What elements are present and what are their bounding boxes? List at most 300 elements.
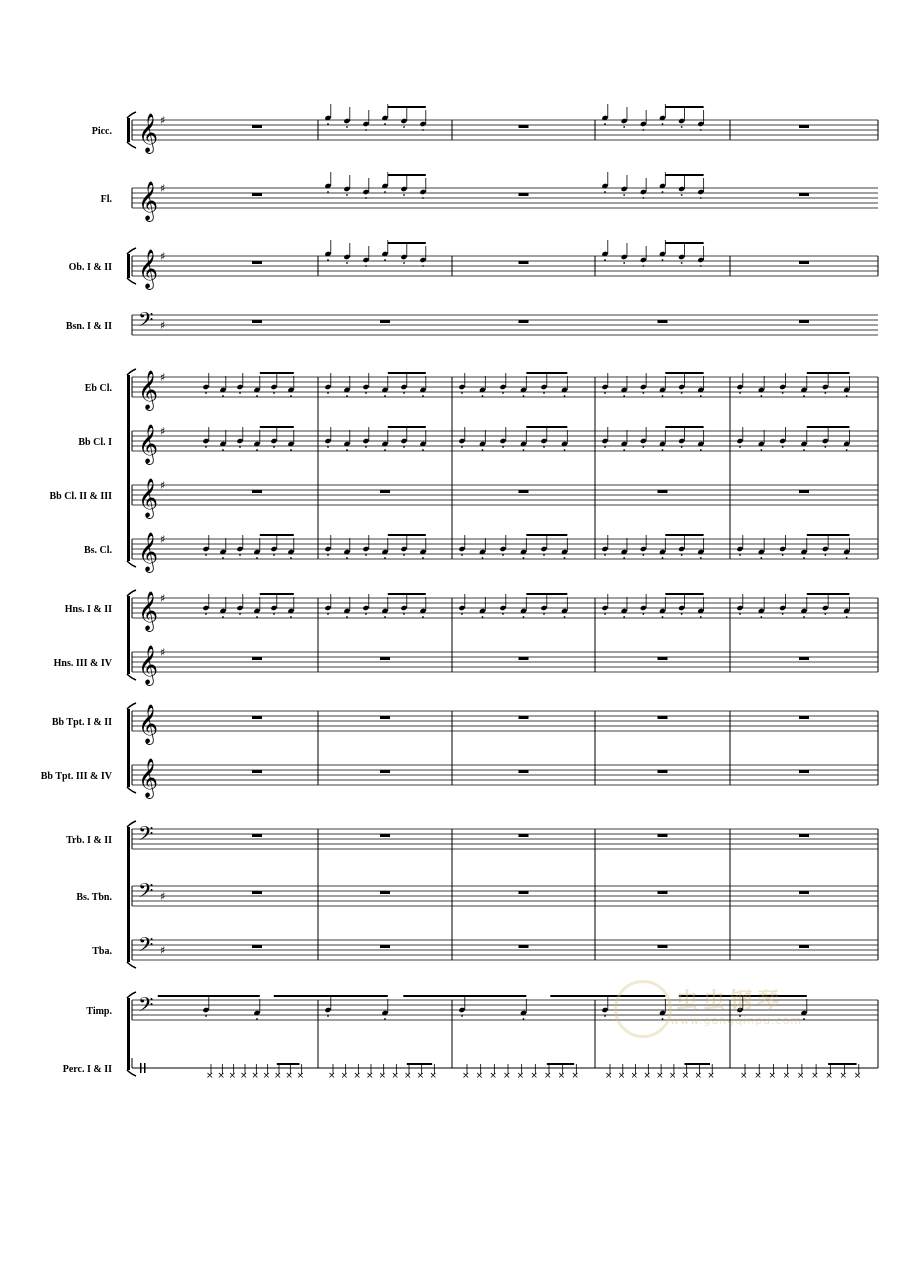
staccato-dot bbox=[662, 395, 664, 397]
x-notehead-icon: × bbox=[754, 1071, 762, 1081]
staccato-dot bbox=[273, 446, 275, 448]
staccato-dot bbox=[256, 1018, 258, 1020]
instrument-label: Perc. I & II bbox=[62, 1064, 112, 1075]
staccato-dot bbox=[604, 191, 606, 193]
staccato-dot bbox=[824, 613, 826, 615]
staccato-dot bbox=[642, 265, 644, 267]
x-notehead-icon: × bbox=[605, 1071, 613, 1081]
watermark-title: 虫虫钢琴 bbox=[676, 989, 785, 1014]
staccato-dot bbox=[803, 616, 805, 618]
staff-12 bbox=[41, 758, 878, 799]
x-notehead-icon: × bbox=[503, 1071, 511, 1081]
x-notehead-icon: × bbox=[656, 1071, 664, 1081]
staccato-dot bbox=[642, 446, 644, 448]
whole-rest-icon bbox=[519, 490, 529, 493]
instrument-label: Bs. Cl. bbox=[83, 545, 112, 556]
x-notehead-icon: × bbox=[416, 1071, 425, 1081]
staccato-dot bbox=[623, 395, 625, 397]
staccato-dot bbox=[290, 395, 292, 397]
whole-rest-icon bbox=[252, 834, 262, 837]
staccato-dot bbox=[523, 616, 525, 618]
x-notehead-icon: × bbox=[740, 1071, 748, 1081]
staccato-dot bbox=[205, 613, 207, 615]
treble-clef-icon: 𝄞 bbox=[138, 181, 159, 221]
whole-rest-icon bbox=[380, 657, 390, 660]
staccato-dot bbox=[623, 557, 625, 559]
bracket bbox=[127, 998, 130, 1070]
staccato-dot bbox=[327, 123, 329, 125]
x-notehead-icon: × bbox=[429, 1071, 437, 1081]
staccato-dot bbox=[700, 197, 702, 199]
sharp-icon: ♯ bbox=[160, 479, 166, 492]
staccato-dot bbox=[205, 554, 207, 556]
staccato-dot bbox=[739, 446, 741, 448]
treble-clef-icon: 𝄞 bbox=[138, 758, 159, 798]
whole-rest-icon bbox=[658, 945, 668, 948]
staccato-dot bbox=[623, 262, 625, 264]
staccato-dot bbox=[604, 123, 606, 125]
staff-10 bbox=[54, 645, 878, 686]
staccato-dot bbox=[239, 613, 241, 615]
whole-rest-icon bbox=[799, 834, 809, 837]
staccato-dot bbox=[700, 449, 702, 451]
staccato-dot bbox=[760, 449, 762, 451]
staccato-dot bbox=[384, 616, 386, 618]
staccato-dot bbox=[365, 265, 367, 267]
staccato-dot bbox=[523, 395, 525, 397]
sharp-icon: ♯ bbox=[160, 114, 166, 127]
staccato-dot bbox=[739, 392, 741, 394]
whole-rest-icon bbox=[519, 193, 529, 196]
x-notehead-icon: × bbox=[251, 1071, 259, 1081]
sharp-icon: ♯ bbox=[160, 250, 166, 263]
staccato-dot bbox=[327, 554, 329, 556]
staccato-dot bbox=[502, 446, 504, 448]
x-notehead-icon: × bbox=[643, 1071, 651, 1081]
instrument-label: Trb. I & II bbox=[66, 835, 112, 846]
staff-16 bbox=[86, 993, 878, 1021]
sharp-icon: ♯ bbox=[160, 182, 166, 195]
x-notehead-icon: × bbox=[557, 1071, 566, 1081]
staccato-dot bbox=[403, 392, 405, 394]
instrument-label: Timp. bbox=[86, 1006, 112, 1017]
staccato-dot bbox=[346, 194, 348, 196]
watermark-url: www.gangqinpu.com bbox=[670, 1014, 803, 1027]
x-notehead-icon: × bbox=[462, 1071, 470, 1081]
staccato-dot bbox=[403, 613, 405, 615]
staccato-dot bbox=[461, 1015, 463, 1017]
staccato-dot bbox=[662, 449, 664, 451]
whole-rest-icon bbox=[658, 834, 668, 837]
whole-rest-icon bbox=[252, 490, 262, 493]
x-notehead-icon: × bbox=[366, 1071, 374, 1081]
staff-14 bbox=[76, 879, 878, 907]
staccato-dot bbox=[346, 126, 348, 128]
x-notehead-icon: × bbox=[240, 1071, 248, 1081]
staccato-dot bbox=[681, 194, 683, 196]
bass-clef-icon: 𝄢 bbox=[138, 308, 154, 336]
bracket bbox=[127, 596, 130, 674]
bracket bbox=[127, 118, 130, 142]
staccato-dot bbox=[461, 392, 463, 394]
staccato-dot bbox=[205, 392, 207, 394]
staff-3 bbox=[69, 240, 878, 290]
staccato-dot bbox=[642, 554, 644, 556]
instrument-label: Eb Cl. bbox=[84, 383, 112, 394]
x-notehead-icon: × bbox=[296, 1071, 305, 1081]
staccato-dot bbox=[422, 265, 424, 267]
bass-clef-icon: 𝄢 bbox=[138, 879, 154, 907]
staccato-dot bbox=[846, 557, 848, 559]
staccato-dot bbox=[403, 194, 405, 196]
whole-rest-icon bbox=[658, 891, 668, 894]
instrument-label: Picc. bbox=[91, 126, 112, 137]
sharp-icon: ♯ bbox=[160, 425, 166, 438]
sharp-icon: ♯ bbox=[160, 646, 166, 659]
whole-rest-icon bbox=[252, 261, 262, 264]
whole-rest-icon bbox=[658, 716, 668, 719]
staccato-dot bbox=[273, 554, 275, 556]
whole-rest-icon bbox=[252, 320, 262, 323]
staccato-dot bbox=[365, 554, 367, 556]
whole-rest-icon bbox=[519, 320, 529, 323]
staccato-dot bbox=[623, 616, 625, 618]
staccato-dot bbox=[256, 616, 258, 618]
staccato-dot bbox=[365, 129, 367, 131]
staccato-dot bbox=[365, 197, 367, 199]
staccato-dot bbox=[543, 446, 545, 448]
bracket bbox=[127, 375, 130, 561]
staff-13 bbox=[66, 822, 878, 850]
x-notehead-icon: × bbox=[217, 1071, 225, 1081]
whole-rest-icon bbox=[252, 945, 262, 948]
x-notehead-icon: × bbox=[328, 1071, 336, 1081]
instrument-label: Bb Tpt. III & IV bbox=[40, 771, 112, 782]
staccato-dot bbox=[346, 557, 348, 559]
staccato-dot bbox=[403, 262, 405, 264]
x-notehead-icon: × bbox=[694, 1071, 702, 1081]
whole-rest-icon bbox=[658, 490, 668, 493]
staccato-dot bbox=[365, 392, 367, 394]
x-notehead-icon: × bbox=[378, 1071, 387, 1081]
whole-rest-icon bbox=[519, 657, 529, 660]
staccato-dot bbox=[803, 1018, 805, 1020]
staccato-dot bbox=[662, 259, 664, 261]
staccato-dot bbox=[604, 392, 606, 394]
whole-rest-icon bbox=[380, 770, 390, 773]
whole-rest-icon bbox=[252, 193, 262, 196]
treble-clef-icon: 𝄞 bbox=[138, 249, 159, 289]
staccato-dot bbox=[205, 1015, 207, 1017]
staccato-dot bbox=[662, 191, 664, 193]
whole-rest-icon bbox=[519, 945, 529, 948]
treble-clef-icon: 𝄞 bbox=[138, 532, 159, 572]
staccato-dot bbox=[365, 446, 367, 448]
x-notehead-icon: × bbox=[811, 1071, 819, 1081]
bracket bbox=[127, 827, 130, 962]
x-notehead-icon: × bbox=[571, 1071, 579, 1081]
whole-rest-icon bbox=[799, 657, 809, 660]
staff-5 bbox=[85, 370, 878, 411]
staccato-dot bbox=[760, 557, 762, 559]
x-notehead-icon: × bbox=[262, 1071, 271, 1081]
x-notehead-icon: × bbox=[206, 1071, 214, 1081]
staccato-dot bbox=[543, 554, 545, 556]
staff-4 bbox=[66, 308, 878, 336]
whole-rest-icon bbox=[519, 834, 529, 837]
whole-rest-icon bbox=[252, 891, 262, 894]
staccato-dot bbox=[543, 392, 545, 394]
staccato-dot bbox=[739, 1015, 741, 1017]
staccato-dot bbox=[760, 616, 762, 618]
staccato-dot bbox=[384, 123, 386, 125]
staccato-dot bbox=[642, 129, 644, 131]
staccato-dot bbox=[222, 395, 224, 397]
staccato-dot bbox=[273, 613, 275, 615]
staccato-dot bbox=[681, 262, 683, 264]
staccato-dot bbox=[384, 259, 386, 261]
staccato-dot bbox=[662, 123, 664, 125]
whole-rest-icon bbox=[799, 716, 809, 719]
staccato-dot bbox=[760, 395, 762, 397]
sharp-icon: ♯ bbox=[160, 890, 166, 903]
bracket bbox=[127, 254, 130, 278]
staccato-dot bbox=[604, 1015, 606, 1017]
x-notehead-icon: × bbox=[228, 1071, 237, 1081]
staff-8 bbox=[84, 532, 878, 573]
staccato-dot bbox=[564, 395, 566, 397]
whole-rest-icon bbox=[519, 891, 529, 894]
staccato-dot bbox=[239, 392, 241, 394]
staff-7 bbox=[49, 478, 878, 519]
staccato-dot bbox=[222, 616, 224, 618]
staccato-dot bbox=[739, 613, 741, 615]
staccato-dot bbox=[327, 259, 329, 261]
treble-clef-icon: 𝄞 bbox=[138, 645, 159, 685]
x-notehead-icon: × bbox=[340, 1071, 349, 1081]
staccato-dot bbox=[824, 554, 826, 556]
staff-9 bbox=[65, 591, 878, 632]
instrument-label: Bsn. I & II bbox=[65, 321, 112, 332]
staccato-dot bbox=[422, 616, 424, 618]
x-notehead-icon: × bbox=[681, 1071, 690, 1081]
staccato-dot bbox=[700, 129, 702, 131]
staccato-dot bbox=[384, 191, 386, 193]
sharp-icon: ♯ bbox=[160, 371, 166, 384]
staff-2 bbox=[101, 172, 878, 222]
x-notehead-icon: × bbox=[544, 1071, 552, 1081]
x-notehead-icon: × bbox=[530, 1071, 538, 1081]
x-notehead-icon: × bbox=[630, 1071, 639, 1081]
x-notehead-icon: × bbox=[853, 1071, 862, 1081]
staccato-dot bbox=[681, 613, 683, 615]
staccato-dot bbox=[782, 392, 784, 394]
sharp-icon: ♯ bbox=[160, 533, 166, 546]
sharp-icon: ♯ bbox=[160, 319, 166, 332]
staccato-dot bbox=[604, 554, 606, 556]
whole-rest-icon bbox=[658, 770, 668, 773]
whole-rest-icon bbox=[252, 716, 262, 719]
staccato-dot bbox=[327, 191, 329, 193]
staff-15 bbox=[92, 933, 878, 961]
staccato-dot bbox=[222, 557, 224, 559]
staccato-dot bbox=[523, 557, 525, 559]
staccato-dot bbox=[782, 613, 784, 615]
treble-clef-icon: 𝄞 bbox=[138, 591, 159, 631]
staccato-dot bbox=[327, 392, 329, 394]
treble-clef-icon: 𝄞 bbox=[138, 113, 159, 153]
staccato-dot bbox=[422, 197, 424, 199]
staccato-dot bbox=[681, 392, 683, 394]
whole-rest-icon bbox=[519, 261, 529, 264]
treble-clef-icon: 𝄞 bbox=[138, 370, 159, 410]
x-notehead-icon: × bbox=[617, 1071, 626, 1081]
staccato-dot bbox=[502, 554, 504, 556]
staccato-dot bbox=[482, 395, 484, 397]
staccato-dot bbox=[384, 557, 386, 559]
instrument-label: Bb Cl. II & III bbox=[49, 491, 112, 502]
staccato-dot bbox=[422, 395, 424, 397]
instrument-label: Tba. bbox=[92, 946, 112, 957]
staccato-dot bbox=[256, 395, 258, 397]
staccato-dot bbox=[623, 449, 625, 451]
staccato-dot bbox=[384, 395, 386, 397]
staccato-dot bbox=[681, 126, 683, 128]
staff-11 bbox=[52, 704, 878, 745]
staccato-dot bbox=[461, 446, 463, 448]
staccato-dot bbox=[824, 446, 826, 448]
staccato-dot bbox=[739, 554, 741, 556]
x-notehead-icon: × bbox=[489, 1071, 497, 1081]
staccato-dot bbox=[384, 449, 386, 451]
whole-rest-icon bbox=[799, 193, 809, 196]
staccato-dot bbox=[782, 554, 784, 556]
staccato-dot bbox=[239, 554, 241, 556]
x-notehead-icon: × bbox=[768, 1071, 776, 1081]
staccato-dot bbox=[327, 613, 329, 615]
staccato-dot bbox=[846, 395, 848, 397]
whole-rest-icon bbox=[799, 770, 809, 773]
whole-rest-icon bbox=[519, 716, 529, 719]
instrument-label: Ob. I & II bbox=[68, 262, 112, 273]
whole-rest-icon bbox=[380, 490, 390, 493]
staccato-dot bbox=[482, 557, 484, 559]
staccato-dot bbox=[346, 395, 348, 397]
staccato-dot bbox=[700, 616, 702, 618]
x-notehead-icon: × bbox=[516, 1071, 525, 1081]
whole-rest-icon bbox=[519, 770, 529, 773]
staccato-dot bbox=[642, 392, 644, 394]
x-notehead-icon: × bbox=[707, 1071, 715, 1081]
staccato-dot bbox=[403, 554, 405, 556]
whole-rest-icon bbox=[252, 657, 262, 660]
staccato-dot bbox=[803, 449, 805, 451]
whole-rest-icon bbox=[799, 891, 809, 894]
instrument-label: Hns. III & IV bbox=[53, 658, 112, 669]
whole-rest-icon bbox=[799, 945, 809, 948]
x-notehead-icon: × bbox=[274, 1071, 282, 1081]
bass-clef-icon: 𝄢 bbox=[138, 822, 154, 850]
staccato-dot bbox=[422, 129, 424, 131]
staccato-dot bbox=[523, 449, 525, 451]
treble-clef-icon: 𝄞 bbox=[138, 704, 159, 744]
x-notehead-icon: × bbox=[285, 1071, 293, 1081]
staccato-dot bbox=[346, 262, 348, 264]
staccato-dot bbox=[327, 1015, 329, 1017]
staccato-dot bbox=[782, 446, 784, 448]
staccato-dot bbox=[623, 194, 625, 196]
whole-rest-icon bbox=[799, 125, 809, 128]
staccato-dot bbox=[642, 197, 644, 199]
staccato-dot bbox=[700, 395, 702, 397]
whole-rest-icon bbox=[658, 320, 668, 323]
staccato-dot bbox=[662, 557, 664, 559]
x-notehead-icon: × bbox=[353, 1071, 361, 1081]
instrument-label: Bb Cl. I bbox=[78, 437, 112, 448]
staccato-dot bbox=[604, 446, 606, 448]
instrument-label: Bs. Tbn. bbox=[76, 892, 112, 903]
x-notehead-icon: × bbox=[404, 1071, 412, 1081]
x-notehead-icon: × bbox=[475, 1071, 484, 1081]
staccato-dot bbox=[403, 126, 405, 128]
staccato-dot bbox=[403, 446, 405, 448]
staccato-dot bbox=[846, 449, 848, 451]
instrument-label: Bb Tpt. I & II bbox=[51, 717, 112, 728]
x-notehead-icon: × bbox=[839, 1071, 848, 1081]
staccato-dot bbox=[239, 446, 241, 448]
bass-clef-icon: 𝄢 bbox=[138, 993, 154, 1021]
treble-clef-icon: 𝄞 bbox=[138, 478, 159, 518]
staccato-dot bbox=[290, 616, 292, 618]
staccato-dot bbox=[681, 446, 683, 448]
whole-rest-icon bbox=[380, 834, 390, 837]
staccato-dot bbox=[384, 1018, 386, 1020]
whole-rest-icon bbox=[799, 261, 809, 264]
staccato-dot bbox=[803, 395, 805, 397]
staccato-dot bbox=[422, 449, 424, 451]
staccato-dot bbox=[205, 446, 207, 448]
x-notehead-icon: × bbox=[668, 1071, 677, 1081]
staccato-dot bbox=[346, 449, 348, 451]
treble-clef-icon: 𝄞 bbox=[138, 424, 159, 464]
staccato-dot bbox=[681, 554, 683, 556]
staccato-dot bbox=[700, 265, 702, 267]
whole-rest-icon bbox=[252, 125, 262, 128]
x-notehead-icon: × bbox=[391, 1071, 399, 1081]
staccato-dot bbox=[502, 613, 504, 615]
staff-17 bbox=[63, 1058, 878, 1081]
staccato-dot bbox=[422, 557, 424, 559]
staccato-dot bbox=[846, 616, 848, 618]
staccato-dot bbox=[256, 557, 258, 559]
whole-rest-icon bbox=[380, 716, 390, 719]
x-notehead-icon: × bbox=[782, 1071, 791, 1081]
x-notehead-icon: × bbox=[796, 1071, 805, 1081]
staccato-dot bbox=[662, 1018, 664, 1020]
staccato-dot bbox=[523, 1018, 525, 1020]
whole-rest-icon bbox=[658, 657, 668, 660]
staccato-dot bbox=[604, 613, 606, 615]
instrument-label: Fl. bbox=[100, 194, 112, 205]
staccato-dot bbox=[803, 557, 805, 559]
sharp-icon: ♯ bbox=[160, 592, 166, 605]
staccato-dot bbox=[327, 446, 329, 448]
whole-rest-icon bbox=[380, 891, 390, 894]
staccato-dot bbox=[824, 392, 826, 394]
staccato-dot bbox=[222, 449, 224, 451]
staccato-dot bbox=[482, 616, 484, 618]
staccato-dot bbox=[461, 613, 463, 615]
